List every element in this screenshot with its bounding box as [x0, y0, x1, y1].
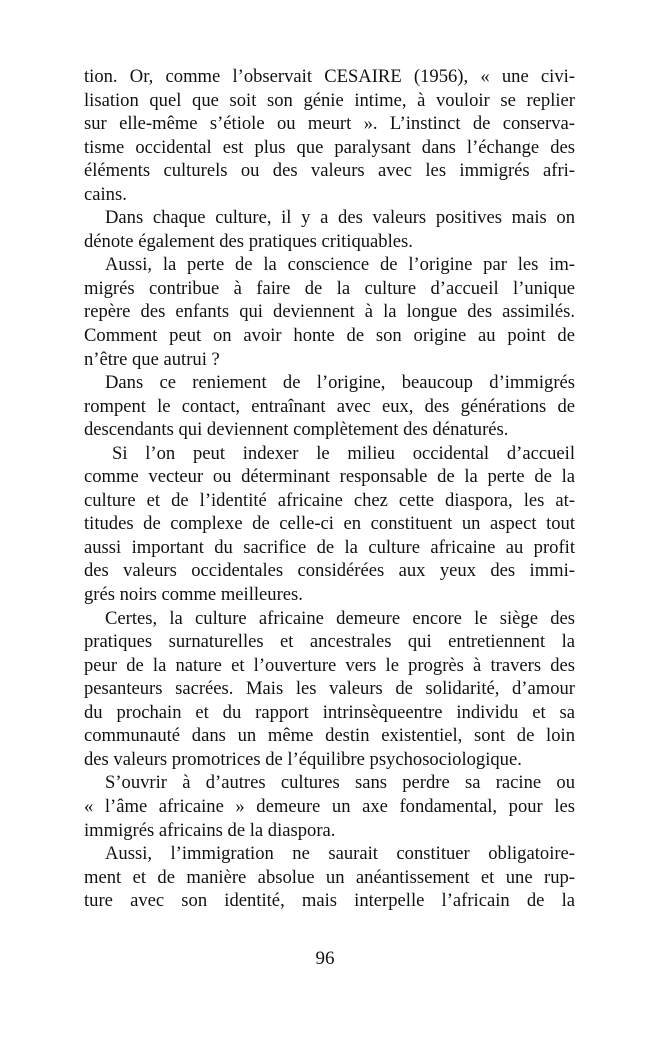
- text-line: peur de la nature et l’ouverture vers le progrès à travers des: [84, 654, 575, 676]
- text-line: Si l’on peut indexer le milieu occidental d’accueil: [112, 442, 575, 464]
- paragraph: [84, 607, 575, 772]
- text-line: Dans ce reniement de l’origine, beaucoup d’immigrés: [105, 372, 575, 394]
- text-line: du prochain et du rapport intrinsèqueentre individu et sa: [84, 701, 575, 723]
- text-line: repère des enfants qui deviennent à la longue des assimilés.: [84, 301, 575, 323]
- text-line: Dans chaque culture, il y a des valeurs positives mais on: [105, 207, 575, 229]
- text-line: lisation quel que soit son génie intime, à vouloir se replier: [84, 89, 575, 111]
- text-line: pesanteurs sacrées. Mais les valeurs de solidarité, d’amour: [84, 678, 575, 700]
- paragraph: [84, 442, 575, 607]
- text-line: Certes, la culture africaine demeure encore le siège des: [105, 607, 575, 629]
- text-line: tisme occidental est plus que paralysant dans l’échange des: [84, 136, 575, 158]
- text-line: immigrés africains de la diaspora.: [84, 819, 336, 841]
- paragraph: [84, 771, 575, 842]
- text-line: grés noirs comme meilleures.: [84, 584, 303, 606]
- text-line: comme vecteur ou déterminant responsable de la perte de la: [84, 466, 575, 488]
- text-line: Aussi, la perte de la conscience de l’origine par les im-: [105, 254, 575, 276]
- text-line: n’être que autrui ?: [84, 348, 220, 370]
- text-line: communauté dans un même destin existentiel, sont de loin: [84, 725, 575, 747]
- text-line: titudes de complexe de celle-ci en constituent un aspect tout: [84, 513, 575, 535]
- paragraph: [84, 206, 575, 253]
- page-number: 96: [315, 948, 335, 969]
- text-line: dénote également des pratiques critiquables.: [84, 230, 413, 252]
- text-line: pratiques surnaturelles et ancestrales qui entretiennent la: [84, 631, 575, 653]
- body-text: [84, 65, 575, 913]
- text-line: « l’âme africaine » demeure un axe fondamental, pour les: [84, 795, 575, 817]
- paragraph: [84, 842, 575, 913]
- text-line: rompent le contact, entraînant avec eux, des générations de: [84, 395, 575, 417]
- text-line: ment et de manière absolue un anéantissement et une rup-: [84, 866, 575, 888]
- text-line: des valeurs occidentales considérées aux yeux des immi-: [84, 560, 575, 582]
- text-line: tion. Or, comme l’observait CESAIRE (1956), « une civi-: [84, 66, 575, 87]
- text-line: éléments culturels ou des valeurs avec les immigrés afri-: [84, 160, 575, 182]
- paragraph: [84, 65, 575, 206]
- text-line: Comment peut on avoir honte de son origine au point de: [84, 325, 575, 347]
- paragraph: [84, 371, 575, 442]
- paragraph: [84, 253, 575, 371]
- text-line: aussi important du sacrifice de la culture africaine au profit: [84, 536, 575, 558]
- text-line: S’ouvrir à d’autres cultures sans perdre sa racine ou: [105, 772, 575, 794]
- text-line: descendants qui deviennent complètement des dénaturés.: [84, 419, 509, 441]
- text-line: migrés contribue à faire de la culture d’accueil l’unique: [84, 277, 575, 299]
- text-line: ture avec son identité, mais interpelle l’africain de la: [84, 890, 575, 912]
- text-line: cains.: [84, 183, 127, 205]
- text-line: sur elle-même s’étiole ou meurt ». L’instinct de conserva-: [84, 113, 575, 135]
- text-line: des valeurs promotrices de l’équilibre psychosociologique.: [84, 748, 522, 770]
- text-line: culture et de l’identité africaine chez cette diaspora, les at-: [84, 489, 575, 511]
- text-line: Aussi, l’immigration ne saurait constituer obligatoire-: [105, 843, 575, 865]
